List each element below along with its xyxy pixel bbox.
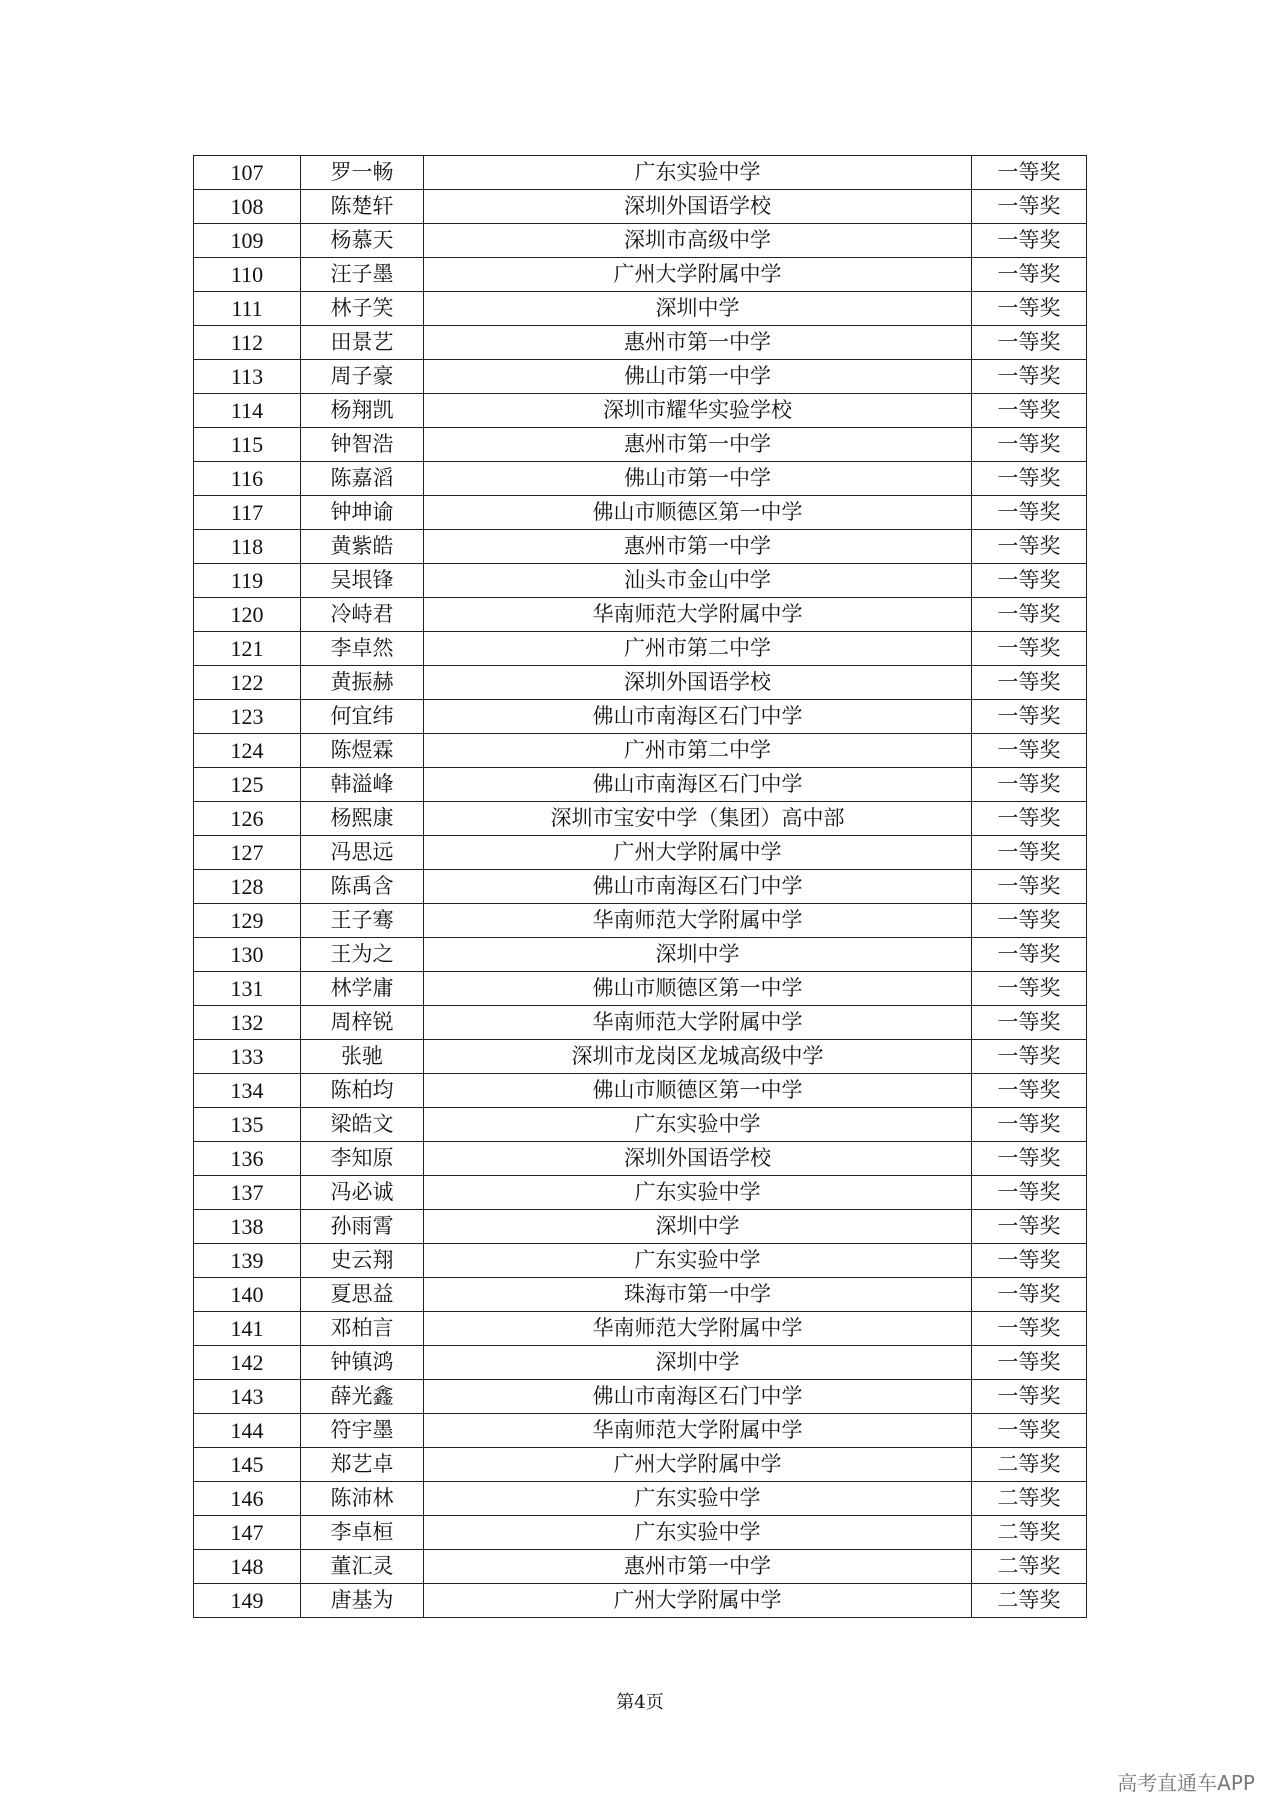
table-row	[194, 1550, 1087, 1584]
cell-number: 109	[194, 224, 301, 258]
cell-number: 125	[194, 768, 301, 802]
cell-number: 117	[194, 496, 301, 530]
cell-award: 一等奖	[972, 428, 1087, 462]
table-row	[194, 1176, 1087, 1210]
page-number: 第4页	[616, 1692, 664, 1713]
cell-name: 黄振赫	[301, 666, 424, 700]
cell-award: 一等奖	[972, 530, 1087, 564]
cell-number: 119	[194, 564, 301, 598]
cell-award: 一等奖	[972, 224, 1087, 258]
cell-school: 广东实验中学	[424, 156, 972, 190]
cell-name: 杨熙康	[301, 802, 424, 836]
cell-number: 114	[194, 394, 301, 428]
table-row	[194, 700, 1087, 734]
table-row	[194, 1108, 1087, 1142]
table-row	[194, 802, 1087, 836]
cell-award: 一等奖	[972, 394, 1087, 428]
cell-name: 李卓桓	[301, 1516, 424, 1550]
cell-number: 113	[194, 360, 301, 394]
cell-number: 141	[194, 1312, 301, 1346]
cell-name: 韩溢峰	[301, 768, 424, 802]
cell-award: 一等奖	[972, 1176, 1087, 1210]
cell-school: 华南师范大学附属中学	[424, 1414, 972, 1448]
cell-award: 一等奖	[972, 972, 1087, 1006]
cell-number: 116	[194, 462, 301, 496]
cell-award: 一等奖	[972, 1380, 1087, 1414]
table-row	[194, 394, 1087, 428]
cell-number: 129	[194, 904, 301, 938]
cell-award: 一等奖	[972, 292, 1087, 326]
cell-name: 汪子墨	[301, 258, 424, 292]
cell-school: 广州大学附属中学	[424, 1584, 972, 1618]
cell-name: 王子骞	[301, 904, 424, 938]
table-row	[194, 156, 1087, 190]
cell-school: 深圳市高级中学	[424, 224, 972, 258]
cell-award: 一等奖	[972, 870, 1087, 904]
cell-school: 广州大学附属中学	[424, 258, 972, 292]
cell-school: 广东实验中学	[424, 1516, 972, 1550]
cell-award: 一等奖	[972, 768, 1087, 802]
cell-number: 142	[194, 1346, 301, 1380]
cell-name: 孙雨霄	[301, 1210, 424, 1244]
table-row	[194, 972, 1087, 1006]
cell-school: 深圳市宝安中学（集团）高中部	[424, 802, 972, 836]
cell-school: 广州市第二中学	[424, 632, 972, 666]
cell-number: 135	[194, 1108, 301, 1142]
table-row	[194, 904, 1087, 938]
cell-number: 131	[194, 972, 301, 1006]
cell-number: 118	[194, 530, 301, 564]
cell-award: 一等奖	[972, 496, 1087, 530]
cell-award: 一等奖	[972, 904, 1087, 938]
cell-school: 深圳市耀华实验学校	[424, 394, 972, 428]
table-row	[194, 428, 1087, 462]
cell-school: 深圳中学	[424, 1210, 972, 1244]
cell-name: 钟智浩	[301, 428, 424, 462]
cell-name: 梁皓文	[301, 1108, 424, 1142]
table-row	[194, 1278, 1087, 1312]
cell-school: 深圳中学	[424, 292, 972, 326]
cell-award: 一等奖	[972, 598, 1087, 632]
table-row	[194, 224, 1087, 258]
table-row	[194, 1584, 1087, 1618]
cell-school: 深圳中学	[424, 1346, 972, 1380]
cell-number: 143	[194, 1380, 301, 1414]
cell-award: 一等奖	[972, 1040, 1087, 1074]
cell-number: 134	[194, 1074, 301, 1108]
watermark: 高考直通车APP	[1117, 1771, 1255, 1795]
table-row	[194, 258, 1087, 292]
cell-name: 周子豪	[301, 360, 424, 394]
table-row	[194, 1380, 1087, 1414]
table-row	[194, 598, 1087, 632]
cell-school: 华南师范大学附属中学	[424, 1006, 972, 1040]
cell-school: 佛山市第一中学	[424, 360, 972, 394]
cell-school: 广州大学附属中学	[424, 1448, 972, 1482]
cell-school: 佛山市南海区石门中学	[424, 1380, 972, 1414]
cell-number: 121	[194, 632, 301, 666]
cell-school: 广东实验中学	[424, 1108, 972, 1142]
cell-award: 一等奖	[972, 326, 1087, 360]
cell-number: 144	[194, 1414, 301, 1448]
cell-number: 108	[194, 190, 301, 224]
cell-number: 147	[194, 1516, 301, 1550]
cell-name: 唐基为	[301, 1584, 424, 1618]
table-row	[194, 1006, 1087, 1040]
cell-school: 深圳外国语学校	[424, 666, 972, 700]
cell-award: 二等奖	[972, 1482, 1087, 1516]
cell-name: 陈楚轩	[301, 190, 424, 224]
cell-name: 薛光鑫	[301, 1380, 424, 1414]
cell-school: 佛山市顺德区第一中学	[424, 972, 972, 1006]
table-row	[194, 564, 1087, 598]
cell-school: 佛山市第一中学	[424, 462, 972, 496]
cell-number: 139	[194, 1244, 301, 1278]
cell-name: 林子笑	[301, 292, 424, 326]
table-row	[194, 734, 1087, 768]
cell-school: 佛山市南海区石门中学	[424, 870, 972, 904]
cell-award: 一等奖	[972, 700, 1087, 734]
table-row	[194, 1244, 1087, 1278]
cell-award: 二等奖	[972, 1550, 1087, 1584]
cell-school: 广州市第二中学	[424, 734, 972, 768]
table-row	[194, 1516, 1087, 1550]
cell-award: 一等奖	[972, 1414, 1087, 1448]
cell-name: 钟镇鸿	[301, 1346, 424, 1380]
cell-number: 136	[194, 1142, 301, 1176]
cell-name: 吴垠锋	[301, 564, 424, 598]
cell-school: 佛山市顺德区第一中学	[424, 1074, 972, 1108]
cell-number: 128	[194, 870, 301, 904]
cell-number: 112	[194, 326, 301, 360]
table-row	[194, 326, 1087, 360]
table-row	[194, 1074, 1087, 1108]
cell-name: 符宇墨	[301, 1414, 424, 1448]
cell-school: 广东实验中学	[424, 1176, 972, 1210]
cell-name: 王为之	[301, 938, 424, 972]
cell-number: 126	[194, 802, 301, 836]
table-row	[194, 1210, 1087, 1244]
cell-award: 一等奖	[972, 802, 1087, 836]
cell-number: 149	[194, 1584, 301, 1618]
table-row	[194, 1346, 1087, 1380]
cell-award: 一等奖	[972, 1142, 1087, 1176]
cell-number: 115	[194, 428, 301, 462]
cell-award: 一等奖	[972, 1210, 1087, 1244]
cell-school: 广东实验中学	[424, 1244, 972, 1278]
table-row	[194, 1040, 1087, 1074]
cell-school: 惠州市第一中学	[424, 530, 972, 564]
cell-name: 夏思益	[301, 1278, 424, 1312]
cell-number: 140	[194, 1278, 301, 1312]
table-row	[194, 530, 1087, 564]
cell-award: 二等奖	[972, 1516, 1087, 1550]
cell-name: 陈柏均	[301, 1074, 424, 1108]
table-row	[194, 462, 1087, 496]
cell-award: 一等奖	[972, 836, 1087, 870]
cell-school: 佛山市顺德区第一中学	[424, 496, 972, 530]
cell-name: 李知原	[301, 1142, 424, 1176]
cell-award: 一等奖	[972, 1006, 1087, 1040]
cell-award: 一等奖	[972, 1312, 1087, 1346]
award-table	[193, 155, 1087, 1618]
table-row	[194, 1312, 1087, 1346]
cell-school: 惠州市第一中学	[424, 428, 972, 462]
table-row	[194, 190, 1087, 224]
cell-school: 佛山市南海区石门中学	[424, 700, 972, 734]
table-row	[194, 360, 1087, 394]
cell-school: 佛山市南海区石门中学	[424, 768, 972, 802]
cell-school: 惠州市第一中学	[424, 1550, 972, 1584]
cell-number: 120	[194, 598, 301, 632]
cell-number: 123	[194, 700, 301, 734]
cell-number: 138	[194, 1210, 301, 1244]
cell-school: 汕头市金山中学	[424, 564, 972, 598]
cell-number: 122	[194, 666, 301, 700]
cell-number: 124	[194, 734, 301, 768]
cell-number: 133	[194, 1040, 301, 1074]
table-row	[194, 1142, 1087, 1176]
cell-name: 黄紫皓	[301, 530, 424, 564]
cell-school: 广东实验中学	[424, 1482, 972, 1516]
cell-school: 深圳外国语学校	[424, 190, 972, 224]
cell-award: 一等奖	[972, 1244, 1087, 1278]
cell-school: 广州大学附属中学	[424, 836, 972, 870]
cell-name: 杨慕天	[301, 224, 424, 258]
cell-number: 127	[194, 836, 301, 870]
cell-school: 深圳市龙岗区龙城高级中学	[424, 1040, 972, 1074]
table-row	[194, 632, 1087, 666]
cell-school: 华南师范大学附属中学	[424, 904, 972, 938]
cell-award: 一等奖	[972, 1108, 1087, 1142]
cell-school: 华南师范大学附属中学	[424, 598, 972, 632]
table-row	[194, 768, 1087, 802]
cell-award: 一等奖	[972, 1346, 1087, 1380]
cell-award: 一等奖	[972, 156, 1087, 190]
cell-name: 陈煜霖	[301, 734, 424, 768]
cell-name: 钟坤谕	[301, 496, 424, 530]
cell-award: 一等奖	[972, 564, 1087, 598]
table-row	[194, 666, 1087, 700]
cell-award: 一等奖	[972, 1278, 1087, 1312]
cell-number: 148	[194, 1550, 301, 1584]
cell-name: 陈禹含	[301, 870, 424, 904]
cell-award: 一等奖	[972, 938, 1087, 972]
cell-award: 一等奖	[972, 190, 1087, 224]
cell-name: 董汇灵	[301, 1550, 424, 1584]
cell-award: 一等奖	[972, 632, 1087, 666]
cell-award: 一等奖	[972, 258, 1087, 292]
cell-name: 张驰	[301, 1040, 424, 1074]
cell-name: 郑艺卓	[301, 1448, 424, 1482]
cell-name: 冯思远	[301, 836, 424, 870]
cell-school: 深圳外国语学校	[424, 1142, 972, 1176]
table-row	[194, 1414, 1087, 1448]
cell-number: 110	[194, 258, 301, 292]
cell-award: 二等奖	[972, 1584, 1087, 1618]
cell-name: 周梓锐	[301, 1006, 424, 1040]
cell-name: 田景艺	[301, 326, 424, 360]
cell-name: 陈沛林	[301, 1482, 424, 1516]
cell-name: 陈嘉滔	[301, 462, 424, 496]
cell-name: 史云翔	[301, 1244, 424, 1278]
cell-award: 一等奖	[972, 666, 1087, 700]
cell-name: 林学庸	[301, 972, 424, 1006]
table-row	[194, 1482, 1087, 1516]
cell-award: 二等奖	[972, 1448, 1087, 1482]
cell-name: 罗一畅	[301, 156, 424, 190]
cell-award: 一等奖	[972, 360, 1087, 394]
cell-number: 137	[194, 1176, 301, 1210]
cell-school: 华南师范大学附属中学	[424, 1312, 972, 1346]
cell-number: 145	[194, 1448, 301, 1482]
table-row	[194, 870, 1087, 904]
cell-school: 惠州市第一中学	[424, 326, 972, 360]
table-row	[194, 938, 1087, 972]
cell-name: 何宜纬	[301, 700, 424, 734]
cell-name: 杨翔凯	[301, 394, 424, 428]
table-row	[194, 496, 1087, 530]
cell-school: 珠海市第一中学	[424, 1278, 972, 1312]
table-row	[194, 1448, 1087, 1482]
cell-name: 冷峙君	[301, 598, 424, 632]
cell-name: 冯必诚	[301, 1176, 424, 1210]
award-table-body	[194, 156, 1087, 1618]
cell-number: 146	[194, 1482, 301, 1516]
cell-name: 邓柏言	[301, 1312, 424, 1346]
cell-name: 李卓然	[301, 632, 424, 666]
table-row	[194, 836, 1087, 870]
cell-number: 130	[194, 938, 301, 972]
cell-number: 132	[194, 1006, 301, 1040]
cell-award: 一等奖	[972, 734, 1087, 768]
cell-award: 一等奖	[972, 1074, 1087, 1108]
cell-number: 107	[194, 156, 301, 190]
cell-award: 一等奖	[972, 462, 1087, 496]
cell-school: 深圳中学	[424, 938, 972, 972]
cell-number: 111	[194, 292, 301, 326]
table-row	[194, 292, 1087, 326]
